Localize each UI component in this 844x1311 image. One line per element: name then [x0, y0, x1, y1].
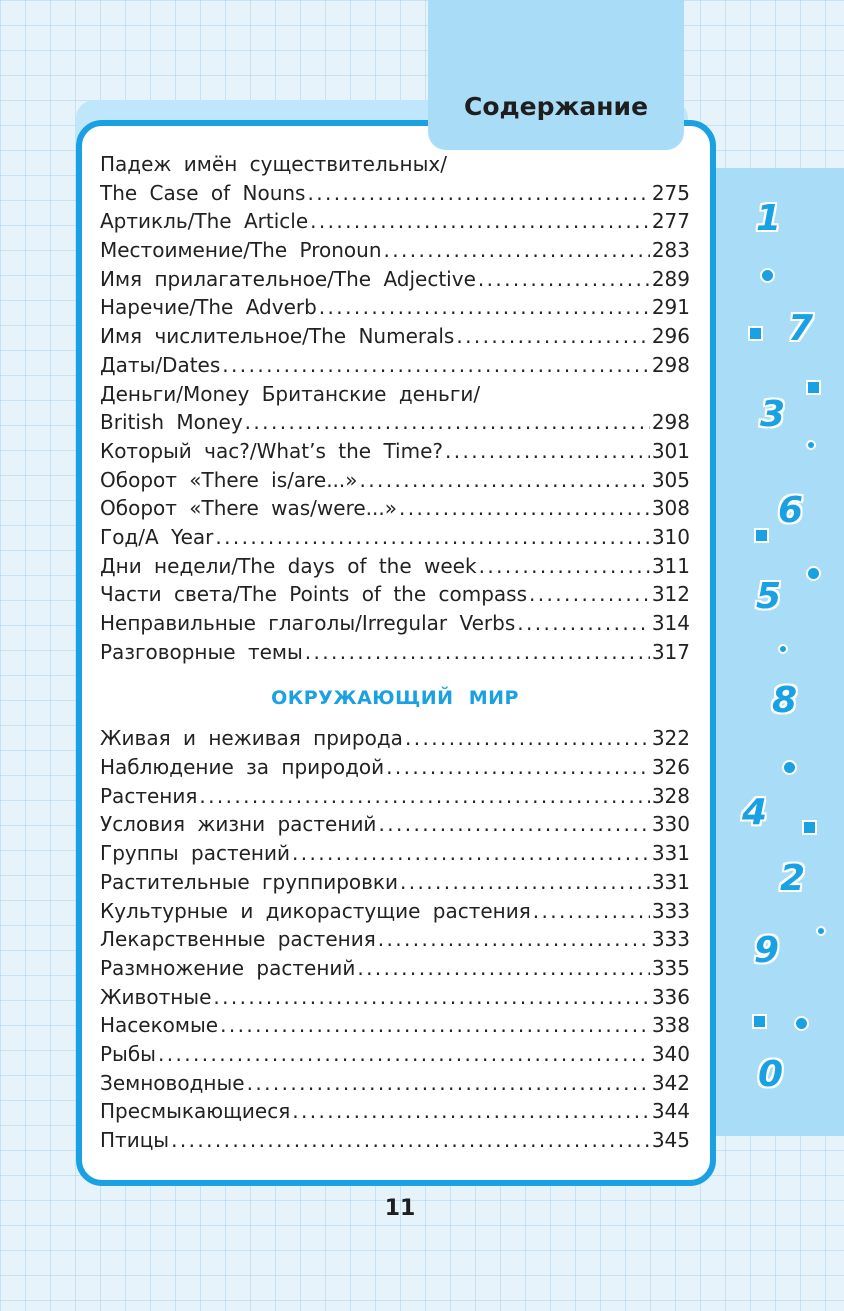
dot-leader: [245, 408, 650, 437]
toc-entry: [100, 466, 690, 495]
toc-entry: [100, 983, 690, 1012]
toc-entry: [100, 494, 690, 523]
decorative-sidebar: [716, 168, 844, 1136]
toc-entry-title: Местоимение/The Pronoun: [100, 238, 382, 263]
toc-entry: [100, 839, 690, 868]
toc-entry-title: British Money: [100, 410, 243, 435]
circle-decoration: [816, 926, 826, 936]
toc-entry-title: Оборот «There was/were...»: [100, 496, 397, 521]
toc-entry-page: 335: [651, 955, 690, 980]
dot-leader: [247, 1069, 650, 1098]
dot-leader: [357, 954, 649, 983]
toc-entry-page: 345: [651, 1128, 690, 1152]
dot-leader: [171, 1126, 650, 1155]
toc-entry-page: 277: [651, 209, 690, 234]
dot-leader: [445, 437, 650, 466]
toc-entry: [100, 1097, 690, 1126]
sidebar-digit: 4: [742, 792, 768, 833]
toc-entry: [100, 1040, 690, 1069]
toc-entry-title: Группы растений: [100, 841, 291, 866]
toc-entry: [100, 351, 690, 380]
toc-entry-title: Имя прилагательное/The Adjective: [100, 266, 476, 291]
dot-leader: [533, 897, 650, 926]
page-title: Содержание: [463, 92, 649, 121]
toc-entry-title: Растительные группировки: [100, 869, 399, 894]
toc-entry: [100, 954, 690, 983]
sidebar-digit: 2: [780, 858, 806, 899]
toc-entry-title: Культурные и дикорастущие растения: [100, 898, 531, 923]
circle-decoration: [806, 440, 816, 450]
toc-entry: [100, 552, 690, 581]
toc-entry-page: 340: [651, 1041, 690, 1066]
dot-leader: [478, 265, 650, 294]
toc-entry-title: Год/A Year: [100, 524, 214, 549]
toc-entry: [100, 724, 690, 753]
toc-entry-page: 344: [651, 1099, 690, 1124]
dot-leader: [158, 1040, 650, 1069]
toc-entry-title: Неправильные глаголы/Irregular Verbs: [100, 611, 516, 635]
toc-entry-page: 308: [651, 496, 690, 521]
toc-entry-title: Разговорные темы: [100, 639, 303, 664]
dot-leader: [292, 1097, 650, 1126]
dot-leader: [213, 983, 649, 1012]
toc-entry-page: 331: [651, 869, 690, 894]
sidebar-digit: 7: [788, 308, 814, 349]
toc-entry: [100, 753, 690, 782]
toc-entry-title: Насекомые: [100, 1013, 219, 1038]
circle-decoration: [778, 644, 788, 654]
toc-entry: [100, 293, 690, 322]
toc-entry-page: 326: [651, 755, 690, 780]
sidebar-digit: 0: [758, 1054, 784, 1095]
circle-decoration: [782, 760, 797, 775]
toc-entry: [100, 150, 690, 179]
toc-entry-page: 314: [651, 611, 690, 635]
toc-entry: [100, 265, 690, 294]
dot-leader: [399, 494, 650, 523]
toc-entry-title: Который час?/What’s the Time?: [100, 438, 444, 463]
dot-leader: [378, 810, 649, 839]
toc-entry: [100, 897, 690, 926]
toc-entry: [100, 207, 690, 236]
toc-entry-page: 298: [651, 352, 690, 377]
square-decoration: [754, 528, 769, 543]
header-tab: [428, 0, 684, 150]
toc-entry-page: 331: [651, 841, 690, 866]
dot-leader: [220, 1011, 650, 1040]
toc-nature-section: [100, 724, 690, 1154]
dot-leader: [310, 207, 650, 236]
sidebar-digit: 5: [756, 576, 782, 617]
sidebar-digit: 8: [772, 680, 798, 721]
dot-leader: [215, 523, 649, 552]
dot-leader: [319, 293, 650, 322]
toc-entry: [100, 1069, 690, 1098]
square-decoration: [806, 380, 821, 395]
toc-entry-title: Падеж имён существительных/: [100, 152, 447, 176]
dot-leader: [305, 638, 650, 667]
toc-entry-page: 289: [651, 266, 690, 291]
circle-decoration: [806, 566, 821, 581]
toc-entry-page: 283: [651, 238, 690, 263]
toc-entry-title: Лекарственные растения: [100, 927, 376, 952]
toc-entry-title: Части света/The Points of the compass: [100, 582, 528, 607]
toc-entry-page: 317: [651, 639, 690, 664]
toc-entry: [100, 322, 690, 351]
toc-entry-page: 305: [651, 467, 690, 492]
toc-entry-title: Условия жизни растений: [100, 812, 377, 837]
sidebar-digit: 6: [778, 490, 804, 531]
square-decoration: [748, 326, 763, 341]
toc-entry: [100, 580, 690, 609]
toc-entry-title: Оборот «There is/are...»: [100, 467, 358, 492]
dot-leader: [386, 753, 650, 782]
dot-leader: [479, 552, 650, 581]
section-heading: ОКРУЖАЮЩИЙ МИР: [271, 687, 519, 710]
toc-entry-page: 322: [651, 726, 690, 751]
dot-leader: [222, 351, 650, 380]
toc-entry-title: Деньги/Money Британские деньги/: [100, 381, 481, 406]
toc-english-section: [100, 150, 690, 666]
toc-entry: [100, 179, 690, 208]
toc-entry: [100, 437, 690, 466]
sidebar-digit: 3: [760, 394, 786, 435]
toc-entry: [100, 408, 690, 437]
dot-leader: [456, 322, 649, 351]
page-number: 11: [384, 1196, 416, 1221]
toc-entry-page: 333: [651, 927, 690, 952]
toc-entry-title: Размножение растений: [100, 955, 356, 980]
dot-leader: [517, 609, 650, 638]
toc-entry-page: 330: [651, 812, 690, 837]
toc-entry-page: 328: [651, 783, 690, 808]
toc-entry-title: The Case of Nouns: [100, 180, 306, 205]
table-of-contents: [100, 150, 690, 1155]
dot-leader: [292, 839, 650, 868]
toc-entry-title: Животные: [100, 984, 212, 1009]
toc-entry: [100, 609, 690, 638]
toc-entry-title: Рыбы: [100, 1041, 156, 1066]
dot-leader: [529, 580, 650, 609]
dot-leader: [405, 724, 650, 753]
toc-entry: [100, 380, 690, 409]
toc-entry: [100, 638, 690, 667]
toc-entry-title: Наречие/The Adverb: [100, 295, 317, 320]
toc-entry-page: 298: [651, 410, 690, 435]
square-decoration: [802, 820, 817, 835]
toc-entry-page: 275: [651, 180, 690, 205]
toc-entry-title: Имя числительное/The Numerals: [100, 324, 455, 349]
toc-entry-page: 333: [651, 898, 690, 923]
toc-entry-page: 342: [651, 1070, 690, 1095]
toc-entry-page: 336: [651, 984, 690, 1009]
toc-entry: [100, 236, 690, 265]
toc-entry-page: 312: [651, 582, 690, 607]
toc-entry-title: Наблюдение за природой: [100, 755, 385, 780]
toc-entry-title: Артикль/The Article: [100, 209, 309, 234]
toc-entry-page: 338: [651, 1013, 690, 1038]
sidebar-digit: 9: [754, 930, 780, 971]
toc-entry-title: Земноводные: [100, 1070, 245, 1095]
square-decoration: [752, 1014, 767, 1029]
dot-leader: [307, 179, 649, 208]
toc-entry-title: Дни недели/The days of the week: [100, 553, 477, 578]
toc-entry-title: Даты/Dates: [100, 352, 221, 377]
toc-entry-page: 301: [651, 438, 690, 463]
toc-entry-title: Растения: [100, 783, 198, 808]
circle-decoration: [794, 1016, 809, 1031]
toc-entry: [100, 1011, 690, 1040]
sidebar-digit: 1: [756, 198, 782, 239]
toc-entry-title: Птицы: [100, 1128, 170, 1152]
circle-decoration: [760, 268, 775, 283]
toc-entry-page: 311: [651, 553, 690, 578]
dot-leader: [199, 782, 649, 811]
toc-entry: [100, 925, 690, 954]
toc-entry-page: 291: [651, 295, 690, 320]
toc-entry-page: 310: [651, 524, 690, 549]
dot-leader: [360, 466, 650, 495]
toc-entry: [100, 1126, 690, 1155]
toc-entry: [100, 523, 690, 552]
toc-entry-page: 296: [651, 324, 690, 349]
toc-entry: [100, 810, 690, 839]
toc-entry-title: Пресмыкающиеся: [100, 1099, 291, 1124]
toc-entry-title: Живая и неживая природа: [100, 726, 403, 751]
dot-leader: [400, 868, 650, 897]
toc-entry: [100, 868, 690, 897]
dot-leader: [378, 925, 650, 954]
dot-leader: [384, 236, 650, 265]
toc-entry: [100, 782, 690, 811]
